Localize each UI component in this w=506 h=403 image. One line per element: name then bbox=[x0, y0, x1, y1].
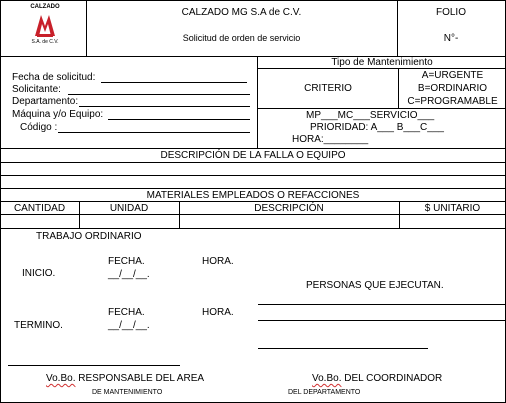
start-date-label: FECHA. bbox=[108, 256, 145, 267]
col-descripcion: DESCRIPCIÓN bbox=[254, 203, 324, 214]
company-name: CALZADO MG S.A de C.V. bbox=[181, 7, 302, 18]
logo-top-text: CALZADO bbox=[30, 4, 60, 10]
end-date-label: FECHA. bbox=[108, 307, 145, 318]
machine-field[interactable] bbox=[108, 119, 250, 120]
right-signature-title bbox=[312, 374, 442, 384]
department-field[interactable] bbox=[79, 106, 250, 107]
right-signature-sub: DEL DEPARTAMENTO bbox=[288, 389, 361, 396]
end-label: TERMINO. bbox=[14, 320, 63, 331]
requester-field[interactable] bbox=[68, 94, 250, 95]
end-hour-label: HORA. bbox=[202, 307, 234, 318]
code-field[interactable] bbox=[58, 132, 250, 133]
left-title-text: RESPONSABLE DEL AREA bbox=[78, 373, 205, 384]
option-urgente: A=URGENTE bbox=[421, 70, 484, 81]
start-hour-label: HORA. bbox=[202, 256, 234, 267]
machine-label: Máquina y/o Equipo: bbox=[12, 109, 104, 120]
failure-line-1[interactable] bbox=[0, 175, 506, 176]
option-ordinario: B=ORDINARIO bbox=[417, 83, 488, 94]
logo-mark-icon bbox=[33, 12, 57, 38]
col-unitario: $ UNITARIO bbox=[424, 203, 481, 214]
folio-label: FOLIO bbox=[435, 7, 466, 18]
start-date-field[interactable]: __/__/__. bbox=[108, 269, 150, 280]
folio-number: N°- bbox=[443, 33, 459, 44]
left-signature-line[interactable] bbox=[8, 365, 180, 366]
left-vobo: Vo.Bo. bbox=[46, 373, 76, 384]
persons-line-3[interactable] bbox=[258, 348, 428, 349]
request-date-label: Fecha de solicitud: bbox=[12, 72, 96, 83]
left-signature-sub: DE MANTENIMIENTO bbox=[92, 389, 163, 396]
start-label: INICIO. bbox=[22, 268, 56, 279]
department-label: Departamento: bbox=[12, 96, 79, 107]
company-logo bbox=[20, 4, 70, 52]
criterio-label: CRITERIO bbox=[304, 83, 352, 94]
end-date-field[interactable]: __/__/__. bbox=[108, 320, 150, 331]
materials-heading: MATERIALES EMPLEADOS O REFACCIONES bbox=[146, 190, 360, 201]
right-title-text: DEL COORDINADOR bbox=[344, 373, 443, 384]
hour-line[interactable]: HORA:________ bbox=[292, 134, 369, 145]
left-signature-title bbox=[46, 374, 204, 384]
priority-line[interactable]: PRIORIDAD: A___ B___C___ bbox=[310, 122, 444, 133]
request-date-field[interactable] bbox=[101, 82, 247, 83]
persons-line-2[interactable] bbox=[258, 320, 506, 321]
maintenance-type-heading: Tipo de Mantenimiento bbox=[331, 57, 433, 68]
col-unidad: UNIDAD bbox=[109, 203, 149, 214]
col-cantidad: CANTIDAD bbox=[13, 203, 66, 214]
failure-heading: DESCRIPCIÓN DE LA FALLA O EQUIPO bbox=[160, 150, 346, 161]
persons-label: PERSONAS QUE EJECUTAN. bbox=[306, 280, 444, 291]
logo-bottom-text: S.A. de C.V. bbox=[31, 39, 59, 45]
code-label: Código : bbox=[20, 122, 58, 133]
option-programable: C=PROGRAMABLE bbox=[407, 96, 498, 107]
maintenance-types-line[interactable]: MP___MC___SERVICIO___ bbox=[306, 110, 435, 121]
requester-label: Solicitante: bbox=[12, 84, 61, 95]
document-title: Solicitud de orden de servicio bbox=[182, 33, 301, 43]
work-title: TRABAJO ORDINARIO bbox=[36, 231, 142, 242]
right-vobo: Vo.Bo. bbox=[312, 373, 342, 384]
persons-line-1[interactable] bbox=[258, 304, 506, 305]
